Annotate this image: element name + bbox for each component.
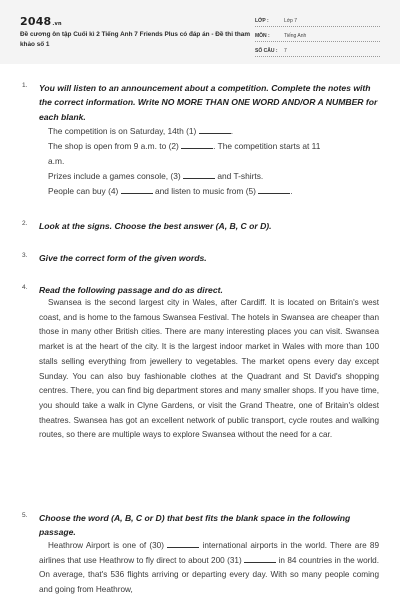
meta-divider [255, 26, 380, 27]
question-instruction: Choose the word (A, B, C or D) that best fits the blank space in the following passage. [39, 513, 351, 538]
note-text: . [290, 186, 293, 196]
meta-count-value: 7 [284, 48, 287, 54]
passage-text: in 84 countries in the world. On average, that's 536 flights arriving or departing every day. With so many people coming and going from Heathrow, [39, 555, 379, 595]
meta-divider [255, 41, 380, 42]
answer-blank-2[interactable] [181, 142, 213, 149]
note-text: . [230, 126, 234, 136]
logo-main: 2048 [20, 15, 52, 28]
note-text: The shop is open from 9 a.m. to (2) [48, 141, 179, 151]
question-number: 1. [22, 82, 28, 89]
meta-class-label: LỚP : [255, 18, 269, 24]
question-instruction: Look at the signs. Choose the best answer (A, B, C or D). [39, 221, 272, 231]
meta-count-row [255, 45, 380, 57]
answer-blank-5[interactable] [258, 186, 293, 196]
note-text: and listen to music from (5) [154, 186, 256, 196]
question-instruction: Read the following passage and do as direct. [39, 285, 223, 295]
question-instruction: Give the correct form of the given words. [39, 253, 207, 263]
site-logo[interactable] [20, 15, 62, 28]
note-text: a.m. [48, 156, 65, 166]
meta-class-row [255, 15, 380, 27]
question-number: 4. [22, 284, 28, 291]
answer-blank-4[interactable] [121, 187, 153, 194]
note-line-5 [48, 186, 293, 196]
reading-passage: Swansea is the second largest city in Wales, after Cardiff. It is located on Britain's west coast, and is home to the famous Swansea Festival. The hotels in Swansea are cheaper than those in many other British cities. There are many interesting places you can visit. Swansea market is at the heart of the city. It is the largest indoor market in Wales with more than 100 stalls selling everything from jewellery to vegetables. The market opens every day except Sunday. You can also buy fashionable clothes at the Quadrant and St David's shopping centres. There, you can find big department stores and many smaller shops. If you have time, you should take a walk in Clyne Gardens, or visit the Grand Theatre, one of Britain's oldest theatres. Swansea has got an excellent network of public transport, cycle routes and walking routes, so there are multiple ways to explore Swansea without the need for a car. [39, 298, 379, 440]
question-number: 3. [22, 252, 28, 259]
note-text: and T-shirts. [217, 171, 264, 181]
answer-blank-3[interactable] [183, 172, 215, 179]
note-line-4 [48, 171, 263, 181]
meta-divider [255, 56, 380, 57]
answer-blank-1[interactable] [199, 126, 234, 136]
meta-count-label: SỐ CÂU : [255, 48, 278, 54]
meta-class-value: Lớp 7 [284, 18, 298, 24]
document-title: Đề cương ôn tập Cuối kì 2 Tiếng Anh 7 Friends Plus có đáp án - Đề thi tham khảo số 1 [20, 31, 251, 48]
meta-subject-value: Tiếng Anh [284, 33, 307, 39]
answer-blank-31[interactable] [244, 556, 276, 563]
note-text: The competition is on Saturday, 14th (1) [48, 126, 197, 136]
meta-subject-row [255, 30, 380, 42]
passage-text: international airports in the world. There are 89 airlines that use Heathrow to fly direct to about 200 (31) [39, 541, 379, 565]
question-number: 2. [22, 220, 28, 227]
cloze-passage [39, 539, 379, 598]
note-line-1 [48, 126, 233, 136]
note-text: Prizes include a games console, (3) [48, 171, 181, 181]
note-text: People can buy (4) [48, 186, 119, 196]
question-number: 5. [22, 512, 28, 519]
document-header [0, 0, 400, 64]
note-line-2 [48, 141, 320, 151]
note-text: . The competition starts at 11 [213, 141, 321, 151]
question-instruction: You will listen to an announcement about a competition. Complete the notes with the correct information. Write NO MORE THAN ONE WORD AND/OR A NUMBER for each blank. [39, 83, 378, 122]
note-line-3 [48, 156, 64, 166]
answer-blank-30[interactable] [167, 541, 199, 548]
logo-suffix: .vn [52, 21, 62, 27]
meta-subject-label: MÔN : [255, 33, 270, 39]
passage-text: Heathrow Airport is one of (30) [48, 541, 164, 550]
